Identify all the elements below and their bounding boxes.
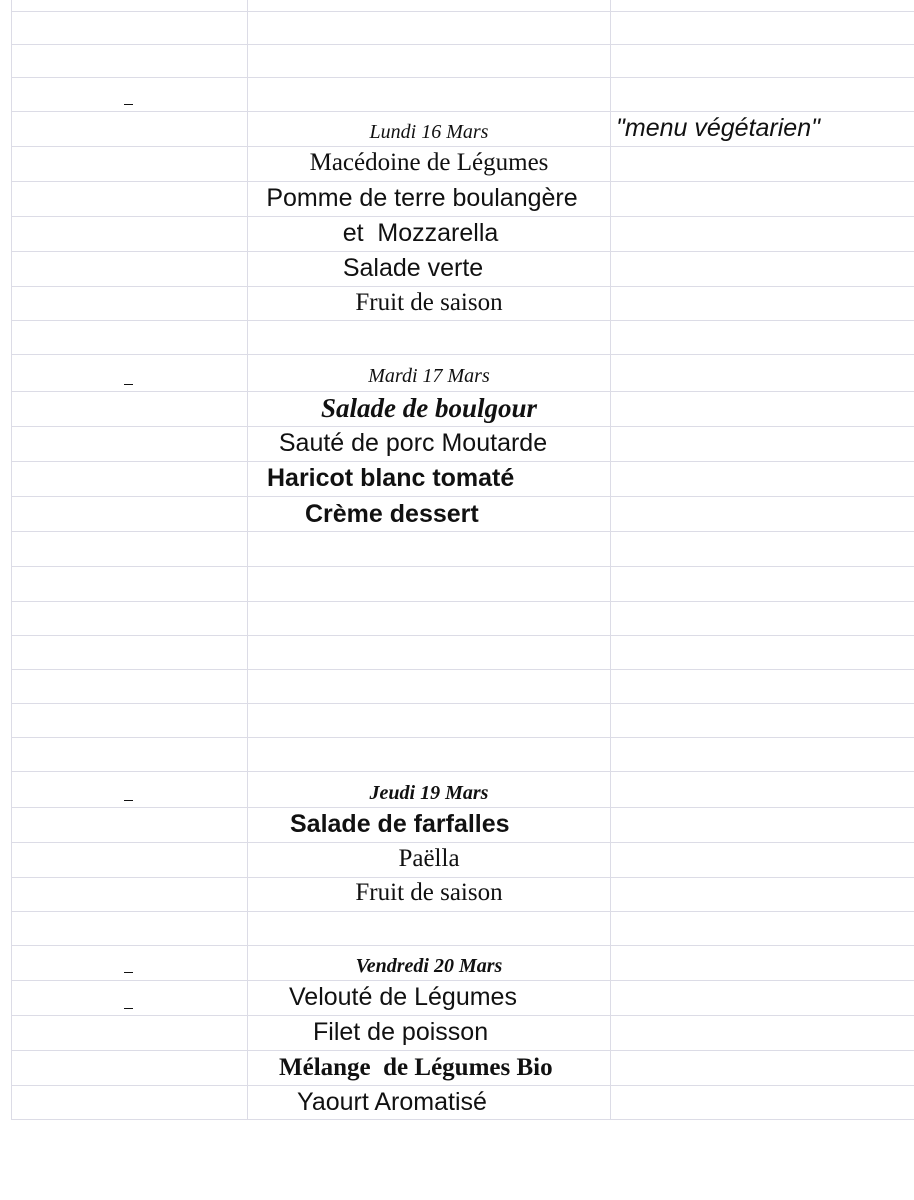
grid-row-line xyxy=(12,251,914,252)
vegetarian-note: "menu végétarien" xyxy=(616,114,820,142)
day-title-vendredi: Vendredi 20 Mars xyxy=(355,955,503,977)
menu-item: Yaourt Aromatisé xyxy=(297,1088,487,1116)
row-marker xyxy=(124,972,133,973)
grid-row-line xyxy=(12,77,914,78)
grid-row-line xyxy=(12,320,914,321)
menu-item: Mélange de Légumes Bio xyxy=(279,1054,553,1081)
grid-row-line xyxy=(12,391,914,392)
grid-row-line xyxy=(12,531,914,532)
menu-item: Fruit de saison xyxy=(355,289,503,316)
grid-row-line xyxy=(12,216,914,217)
menu-item: et Mozzarella xyxy=(342,219,499,247)
menu-item: Salade de farfalles xyxy=(290,810,510,838)
grid-row-line xyxy=(12,842,914,843)
menu-item: Crème dessert xyxy=(305,500,479,528)
grid-row-line xyxy=(12,566,914,567)
menu-item: Pomme de terre boulangère xyxy=(266,184,578,212)
menu-item: Salade de boulgour xyxy=(320,393,538,423)
grid-row-line xyxy=(12,1119,914,1120)
menu-item: Haricot blanc tomaté xyxy=(267,464,515,492)
grid-row-line xyxy=(12,496,914,497)
menu-item: Velouté de Légumes xyxy=(289,983,517,1011)
row-marker xyxy=(124,800,133,801)
grid-row-line xyxy=(12,11,914,12)
grid-row-line xyxy=(12,44,914,45)
menu-item: Fruit de saison xyxy=(355,879,503,906)
grid-row-line xyxy=(12,354,914,355)
menu-item: Sauté de porc Moutarde xyxy=(278,429,548,457)
grid-row-line xyxy=(12,1015,914,1016)
grid-row-line xyxy=(12,286,914,287)
row-marker xyxy=(124,384,133,385)
grid-col-line xyxy=(610,0,611,1120)
menu-item: Paëlla xyxy=(398,845,460,872)
grid-row-line xyxy=(12,601,914,602)
day-title-mardi: Mardi 17 Mars xyxy=(368,365,490,387)
grid-row-line xyxy=(12,1050,914,1051)
grid-row-line xyxy=(12,945,914,946)
day-title-jeudi: Jeudi 19 Mars xyxy=(369,782,489,804)
grid-row-line xyxy=(12,703,914,704)
day-title-lundi: Lundi 16 Mars xyxy=(369,121,489,143)
grid-row-line xyxy=(12,111,914,112)
menu-item: Macédoine de Légumes xyxy=(309,149,549,176)
grid-row-line xyxy=(12,461,914,462)
menu-item: Filet de poisson xyxy=(313,1018,489,1046)
grid-row-line xyxy=(12,737,914,738)
grid-row-line xyxy=(12,635,914,636)
grid-row-line xyxy=(12,771,914,772)
grid-row-line xyxy=(12,911,914,912)
menu-item: Salade verte xyxy=(342,254,484,282)
row-marker xyxy=(124,104,133,105)
row-marker xyxy=(124,1008,133,1009)
grid-row-line xyxy=(12,426,914,427)
grid-col-line xyxy=(11,0,12,1120)
grid-row-line xyxy=(12,669,914,670)
grid-row-line xyxy=(12,1085,914,1086)
grid-row-line xyxy=(12,181,914,182)
